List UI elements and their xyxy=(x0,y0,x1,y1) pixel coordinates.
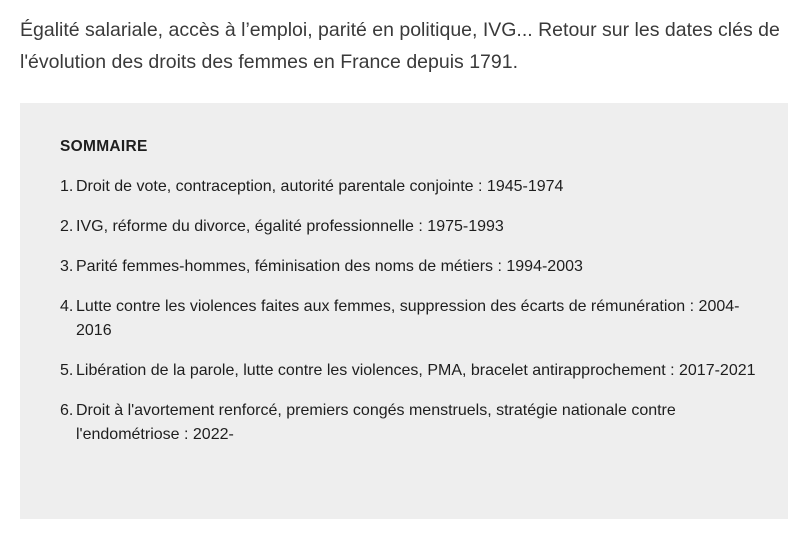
toc-list xyxy=(60,175,760,447)
intro-paragraph: Égalité salariale, accès à l’emploi, parité en politique, IVG... Retour sur les dates clés de l'évolution des droits des femmes en France depuis 1791. xyxy=(20,19,780,73)
toc-item-link[interactable]: Droit de vote, contraception, autorité parentale conjointe : 1945-1974 xyxy=(76,178,564,195)
toc-item-number: 2. xyxy=(60,218,74,235)
toc-item-link[interactable]: Droit à l'avortement renforcé, premiers congés menstruels, stratégie nationale contre l'endométriose : 2022- xyxy=(76,402,676,443)
toc-item-link[interactable]: Parité femmes-hommes, féminisation des noms de métiers : 1994-2003 xyxy=(76,258,583,275)
toc-item-3[interactable] xyxy=(60,255,760,279)
toc-item-number: 5. xyxy=(60,362,74,379)
toc-item-link[interactable]: Lutte contre les violences faites aux femmes, suppression des écarts de rémunération : 2004-2016 xyxy=(76,298,740,339)
toc-item-2[interactable] xyxy=(60,215,760,239)
toc-item-link[interactable]: Libération de la parole, lutte contre les violences, PMA, bracelet antirapprochement : 2017-2021 xyxy=(76,362,756,379)
toc-item-1[interactable] xyxy=(60,175,760,199)
toc-item-link[interactable]: IVG, réforme du divorce, égalité professionnelle : 1975-1993 xyxy=(76,218,504,235)
toc-item-6[interactable] xyxy=(60,399,760,447)
toc-item-number: 3. xyxy=(60,258,74,275)
table-of-contents xyxy=(20,103,788,519)
toc-item-number: 4. xyxy=(60,298,74,315)
toc-item-4[interactable] xyxy=(60,295,760,343)
toc-item-number: 1. xyxy=(60,178,74,195)
toc-item-5[interactable] xyxy=(60,359,760,383)
toc-title: SOMMAIRE xyxy=(60,138,148,155)
toc-item-number: 6. xyxy=(60,402,74,419)
